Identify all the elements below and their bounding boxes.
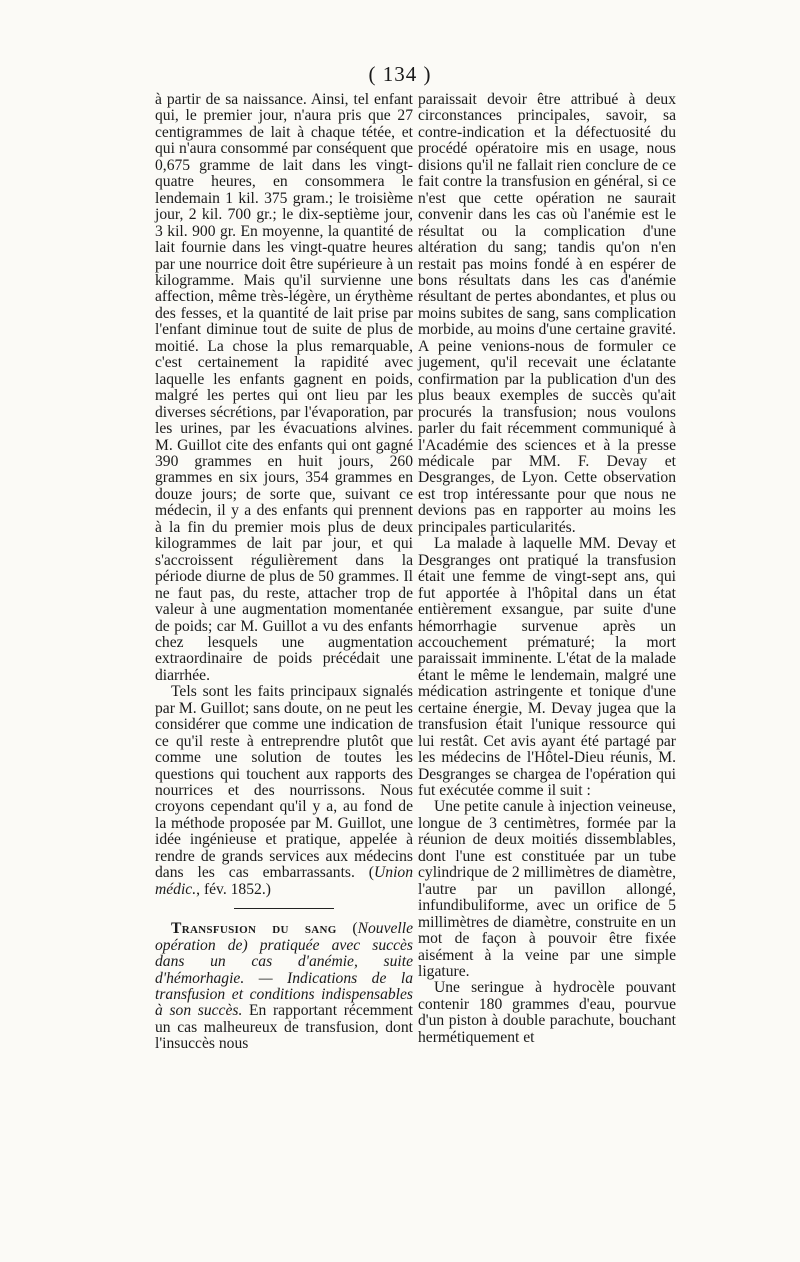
paragraph-conclusion — [155, 684, 413, 898]
paragraph-syringe: Une seringue à hydrocèle pouvant contenir 180 grammes d'eau, pourvue d'un piston à double parachute, bouchant hermétiquement et — [418, 979, 676, 1046]
section-intro-text: En rapportant récemment un cas malheureux de transfusion, dont l'insuccès nous — [155, 1002, 413, 1053]
source-citation: Union médic. — [155, 864, 413, 898]
heading-paren: ( — [336, 920, 358, 938]
paragraph-canula: Une petite canule à injection veineuse, longue de 3 centimètres, formée par la réunion de deux moitiés dissemblables, dont l'une est constituée par un tube cylindrique de 2 millimètres de diamètre, l'autre par un pavillon allongé, infundibuliforme, avec un orifice de 5 millimètres de diamètre, construite en un mot de façon à pouvoir être fixée aisément à la veine par une simple ligature. — [418, 798, 676, 981]
paragraph-circumstances: paraissait devoir être attribué à deux circonstances principales, savoir, sa contre-indication et la défectuosité du procédé opératoire mis en usage, nous disions qu'il ne fallait rien conclure de ce fait contre la transfusion en général, si ce n'est que cette opération ne saurait convenir dans les cas où l'anémie est le résultat ou la complication d'une altération du sang; tandis qu'on n'en restait pas moins fondé à en espérer de bons résultats dans les cas d'anémie résultant de pertes abondantes, et plus ou moins subites de sang, sans complication morbide, au moins d'une certaine gravité. A peine venions-nous de formuler ce jugement, qu'il recevait une éclatante confirmation par la publication d'un des plus beaux exemples de succès qu'ait procurés la transfusion; nous voulons parler du fait récemment communiqué à l'Académie des sciences et à la presse médicale par MM. F. Devay et Desgranges, de Lyon. Cette observation est trop intéressante pour que nous ne devions pas en rapporter au moins les principales particularités. — [418, 91, 676, 536]
section-transfusion-intro — [155, 921, 413, 1053]
right-column — [418, 92, 676, 1046]
section-subtitle: Nouvelle opération de) pratiquée avec succès dans un cas d'anémie, suite d'hémorhagie. — Indications de la transfusion et conditions indispensables à son succès. — [155, 920, 414, 1020]
section-divider — [234, 908, 334, 909]
page-number: ( 134 ) — [368, 62, 432, 86]
paragraph-lactation: à partir de sa naissance. Ainsi, tel enfant qui, le premier jour, n'aura pris que 27 centigrammes de lait à chaque tétée, et qui n'aura consommé par conséquent que 0,675 gramme de lait dans les vingt-quatre heures, en consommera le lendemain 1 kil. 375 gram.; le troisième jour, 2 kil. 700 gr.; le dix-septième jour, 3 kil. 900 gr. En moyenne, la quantité de lait fournie dans les vingt-quatre heures par une nourrice doit être supérieure à un kilogramme. Mais qu'il survienne une affection, même très-légère, un érythème des fesses, et la quantité de lait prise par l'enfant diminue tout de suite de plus de moitié. La chose la plus remarquable, c'est certainement la rapidité avec laquelle les enfants gagnent en poids, malgré les pertes qui ont lieu par les diverses sécrétions, par l'évaporation, par les urines, par les évacuations alvines. M. Guillot cite des enfants qui ont gagné 390 grammes en huit jours, 260 grammes en six jours, 354 grammes en douze jours; de sorte que, suivant ce médecin, il y a des enfants qui prennent à la fin du premier mois plus de deux kilogrammes de lait par jour, et qui s'accroissent régulièrement dans la période diurne de plus de 50 grammes. Il ne faut pas, du reste, attacher trop de valeur à une augmentation momentanée de poids; car M. Guillot a vu des enfants chez lesquels une augmentation extraordinaire de poids précédait une diarrhée. — [155, 91, 413, 684]
source-date: , fév. 1852.) — [196, 880, 271, 898]
section-title: Transfusion du sang — [171, 920, 337, 938]
conclusion-text: Tels sont les faits principaux signalés par M. Guillot; sans doute, on ne peut les considérer que comme une indication de ce qu'il reste à entreprendre plutôt que comme une solution de toutes les questions qui touchent aux rapports des nourrices et des nourrissons. Nous croyons cependant qu'il y a, au fond de la méthode proposée par M. Guillot, une idée ingénieuse et pratique, appelée à rendre de grands services aux médecins dans les cas embarrassants. ( — [155, 683, 413, 882]
paragraph-patient: La malade à laquelle MM. Devay et Desgranges ont pratiqué la transfusion était une femme de vingt-sept ans, qui fut apportée à l'hôpital dans un état entièrement exsangue, par suite d'une hémorrhagie survenue après un accouchement prématuré; la mort paraissait imminente. L'état de la malade étant le même le lendemain, malgré une médication astringente et tonique d'une certaine énergie, M. Devay jugea que la transfusion était l'unique ressource qui lui restât. Cet avis ayant été partagé par les médecins de l'Hôtel-Dieu réunis, M. Desgranges se chargea de l'opération qui fut exécutée comme il suit : — [418, 535, 676, 800]
left-column — [155, 92, 413, 1053]
